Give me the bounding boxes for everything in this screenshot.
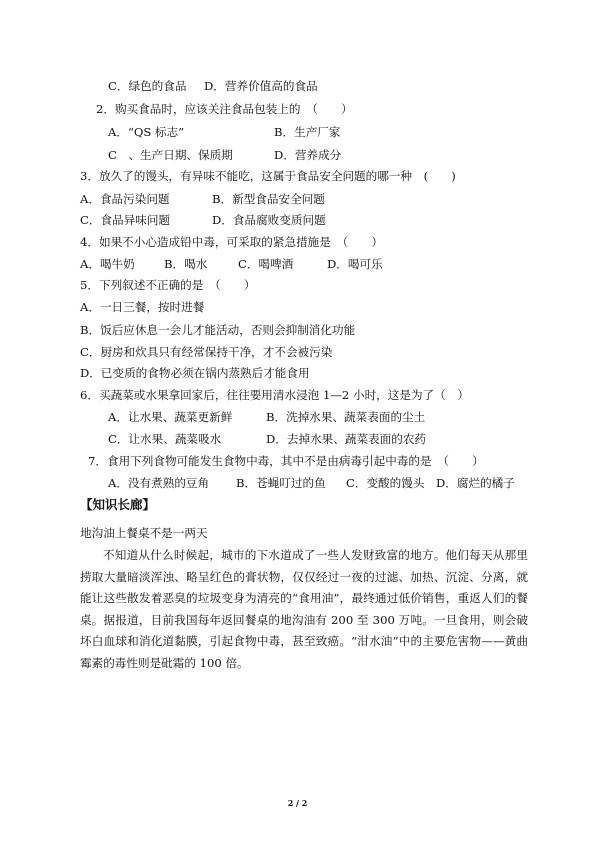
q2-option-c: C 、生产日期、保质期 — [108, 148, 233, 162]
q2-option-a: A．“QS 标志” — [108, 125, 185, 139]
q4-option-a: A．喝牛奶 — [80, 257, 135, 271]
q3-option-a: A．食品污染问题 — [80, 192, 170, 206]
q5-option-c: C．厨房和炊具只有经常保持干净，才不会被污染 — [80, 345, 333, 359]
q2-option-b: B．生产厂家 — [274, 125, 341, 139]
q4-option-d: D．喝可乐 — [327, 257, 383, 271]
article-body: 不知道从什么时候起，城市的下水道成了一些人发财致富的地方。他们每天从那里捞取大量暗淡浑浊、略呈红色的膏状物，仅仅经过一夜的过滤、加热、沉淀、分离，就能让这些散发着恶臭的垃圾变身为清亮的“食用油”，最终通过低价销售，重返人们的餐桌。据报道，目前我国每年返回餐桌的地沟油有 200 至 300 万吨。一旦食用，则会破坏白血球和消化道黏膜，引起食物中毒，甚至致癌。“泔水油”中的主要危害物——黄曲霉素的毒性则是砒霜的 100 倍。 — [80, 548, 528, 670]
article-title: 地沟油上餐桌不是一两天 — [80, 526, 208, 540]
q6-option-a: A．让水果、蔬菜更新鲜 — [108, 410, 233, 424]
q1-option-c: C．绿色的食品 — [108, 79, 187, 93]
q6-option-b: B．洗掉水果、蔬菜表面的尘土 — [266, 410, 426, 424]
q7-stem: 7．食用下列食物可能发生食物中毒，其中不是由病毒引起中毒的是 （ ） — [88, 454, 484, 468]
section-header: 【知识长廊】 — [80, 497, 156, 512]
q5-option-a: A．一日三餐，按时进餐 — [80, 300, 205, 314]
q7-option-c: C．变酸的馒头 — [346, 476, 425, 490]
q3-option-d: D．食品腐败变质问题 — [212, 213, 326, 227]
q5-option-b: B．饭后应休息一会儿才能活动，否则会抑制消化功能 — [80, 323, 356, 337]
q4-option-b: B．喝水 — [164, 257, 208, 271]
q7-option-d: D．腐烂的橘子 — [436, 476, 515, 490]
q5-stem: 5．下列叙述不正确的是 （ ） — [80, 278, 256, 292]
q7-option-b: B．苍蝇叮过的鱼 — [236, 476, 326, 490]
q4-stem: 4．如果不小心造成铅中毒，可采取的紧急措施是 （ ） — [80, 235, 384, 249]
q2-stem: 2．购买食品时，应该关注食品包装上的 （ ） — [96, 102, 353, 116]
q5-option-d: D．已变质的食物必须在锅内蒸熟后才能食用 — [80, 366, 310, 380]
q7-option-a: A．没有煮熟的豆角 — [108, 476, 210, 490]
page-number: 2 / 2 — [287, 798, 308, 808]
q3-stem: 3．放久了的馒头，有异味不能吃，这属于食品安全问题的哪一种 ( ) — [80, 169, 456, 183]
q6-option-c: C．让水果、蔬菜吸水 — [108, 432, 222, 446]
q4-option-c: C．喝啤酒 — [238, 257, 294, 271]
q3-option-c: C．食品异味问题 — [80, 213, 171, 227]
q1-option-d: D．营养价值高的食品 — [204, 79, 318, 93]
q6-stem: 6．买蔬菜或水果拿回家后，往往要用清水浸泡 1—2 小时，这是为了（ ） — [80, 388, 469, 402]
q3-option-b: B．新型食品安全问题 — [212, 192, 325, 206]
q2-option-d: D．营养成分 — [274, 148, 342, 162]
q6-option-d: D．去掉水果、蔬菜表面的农药 — [266, 432, 427, 446]
